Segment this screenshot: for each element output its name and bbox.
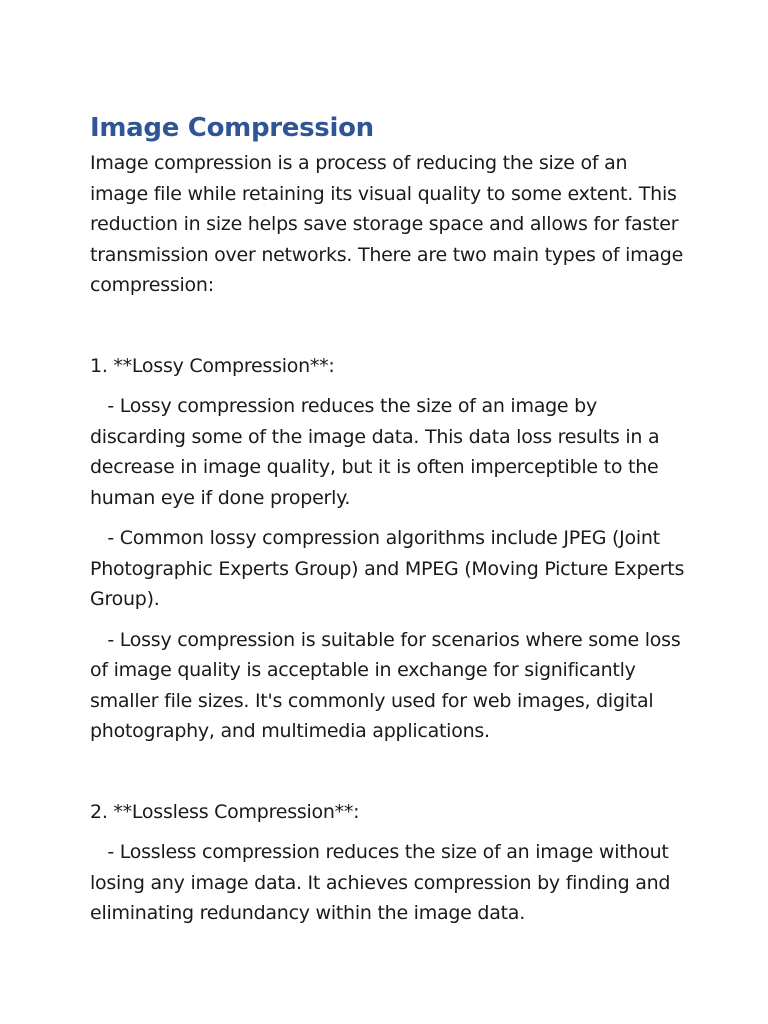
spacer [90,513,690,523]
spacer [90,827,690,837]
lossy-bullet-2: - Common lossy compression algorithms include JPEG (Joint Photographic Experts Group) and MPEG (Moving Picture Experts Group). [90,527,690,610]
spacer [90,381,690,391]
document-page [90,108,690,929]
spacer [90,747,690,797]
lossy-bullet-3: - Lossy compression is suitable for scenarios where some loss of image quality is acceptable in exchange for significantly smaller file sizes. It's commonly used for web images, digital photography, and multimedia applications. [90,628,687,742]
section-heading-lossless: 2. **Lossless Compression**: [90,800,360,823]
section-heading-lossy: 1. **Lossy Compression**: [90,354,335,377]
lossless-bullet-1: - Lossless compression reduces the size of an image without losing any image data. It achieves compression by finding and eliminating redundancy within the image data. [90,841,676,924]
spacer [90,301,690,351]
spacer [90,615,690,625]
document-title: Image Compression [90,113,374,143]
lossy-bullet-1: - Lossy compression reduces the size of an image by discarding some of the image data. This data loss results in a decrease in image quality, but it is often imperceptible to the human eye if done properly. [90,395,666,509]
intro-paragraph: Image compression is a process of reducing the size of an image file while retaining its visual quality to some extent. This reduction in size helps save storage space and allows for faster transmission over networks. There are two main types of image compression: [90,152,689,296]
